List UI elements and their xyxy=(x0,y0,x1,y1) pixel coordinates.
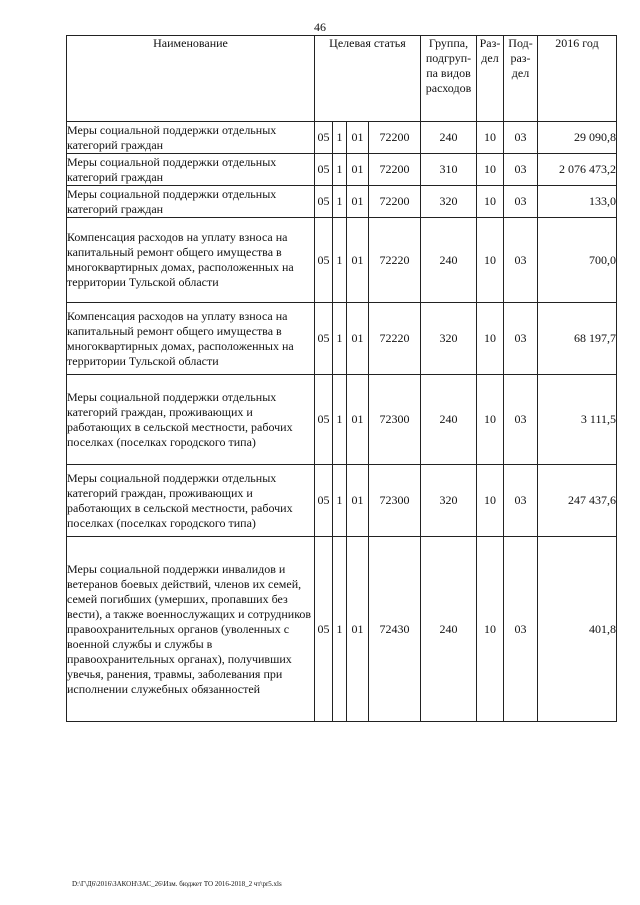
row-expense-group: 320 xyxy=(421,303,477,375)
row-main-activity-code: 01 xyxy=(347,537,369,722)
table-row xyxy=(67,122,617,154)
table-row xyxy=(67,154,617,186)
row-subprogram-code: 1 xyxy=(333,375,347,465)
table-row xyxy=(67,465,617,537)
row-direction-code: 72200 xyxy=(369,154,421,186)
row-program-code: 05 xyxy=(315,186,333,218)
row-amount-2016: 401,8 xyxy=(538,537,617,722)
table-header-row xyxy=(67,36,617,122)
row-direction-code: 72300 xyxy=(369,375,421,465)
row-name: Меры социальной поддержки отдельных категорий граждан, проживающих и работающих в сельской местности, рабочих поселках (поселках городского типа) xyxy=(67,375,315,465)
row-main-activity-code: 01 xyxy=(347,303,369,375)
header-section: Раз-дел xyxy=(477,36,504,122)
row-subsection: 03 xyxy=(504,218,538,303)
row-expense-group: 240 xyxy=(421,122,477,154)
table-row xyxy=(67,375,617,465)
row-amount-2016: 247 437,6 xyxy=(538,465,617,537)
row-main-activity-code: 01 xyxy=(347,465,369,537)
row-main-activity-code: 01 xyxy=(347,375,369,465)
row-main-activity-code: 01 xyxy=(347,154,369,186)
row-amount-2016: 2 076 473,2 xyxy=(538,154,617,186)
row-direction-code: 72200 xyxy=(369,186,421,218)
row-expense-group: 240 xyxy=(421,537,477,722)
row-expense-group: 320 xyxy=(421,465,477,537)
row-direction-code: 72300 xyxy=(369,465,421,537)
row-name: Меры социальной поддержки отдельных категорий граждан, проживающих и работающих в сельской местности, рабочих поселках (поселках городского типа) xyxy=(67,465,315,537)
row-main-activity-code: 01 xyxy=(347,122,369,154)
row-direction-code: 72200 xyxy=(369,122,421,154)
footer-file-path: D:\Г\Д6\2016\ЗАКОН\ЗАС_26\Изм. бюджет ТО 2016-2018_2 чт\pr5.xls xyxy=(72,880,282,888)
header-year: 2016 год xyxy=(538,36,617,122)
header-name: Наименование xyxy=(67,36,315,122)
row-subsection: 03 xyxy=(504,186,538,218)
row-section: 10 xyxy=(477,122,504,154)
row-expense-group: 320 xyxy=(421,186,477,218)
row-section: 10 xyxy=(477,375,504,465)
row-subprogram-code: 1 xyxy=(333,537,347,722)
row-expense-group: 240 xyxy=(421,218,477,303)
row-direction-code: 72430 xyxy=(369,537,421,722)
row-amount-2016: 29 090,8 xyxy=(538,122,617,154)
row-section: 10 xyxy=(477,218,504,303)
row-name: Меры социальной поддержки отдельных категорий граждан xyxy=(67,122,315,154)
row-name: Меры социальной поддержки инвалидов и ветеранов боевых действий, членов их семей, семей погибших (умерших, пропавших без вести), а также военнослужащих и сотрудников правоохранительных органов (уволенных с военной службы и службы в правоохранительных органах), получивших увечья, ранения, травмы, заболевания при исполнении служебных обязанностей xyxy=(67,537,315,722)
row-main-activity-code: 01 xyxy=(347,186,369,218)
budget-table xyxy=(66,35,617,722)
header-group: Группа, подгруп-па видов расходов xyxy=(421,36,477,122)
row-subprogram-code: 1 xyxy=(333,218,347,303)
row-program-code: 05 xyxy=(315,154,333,186)
row-program-code: 05 xyxy=(315,122,333,154)
row-direction-code: 72220 xyxy=(369,303,421,375)
row-subsection: 03 xyxy=(504,122,538,154)
row-name: Компенсация расходов на уплату взноса на капитальный ремонт общего имущества в многоквартирных домах, расположенных на территории Тульской области xyxy=(67,218,315,303)
row-amount-2016: 3 111,5 xyxy=(538,375,617,465)
row-program-code: 05 xyxy=(315,303,333,375)
row-program-code: 05 xyxy=(315,375,333,465)
row-program-code: 05 xyxy=(315,218,333,303)
row-section: 10 xyxy=(477,537,504,722)
header-subsection: Под-раз-дел xyxy=(504,36,538,122)
row-section: 10 xyxy=(477,303,504,375)
row-amount-2016: 700,0 xyxy=(538,218,617,303)
row-name: Меры социальной поддержки отдельных категорий граждан xyxy=(67,186,315,218)
row-program-code: 05 xyxy=(315,465,333,537)
row-name: Компенсация расходов на уплату взноса на капитальный ремонт общего имущества в многоквартирных домах, расположенных на территории Тульской области xyxy=(67,303,315,375)
row-section: 10 xyxy=(477,154,504,186)
row-subsection: 03 xyxy=(504,537,538,722)
row-expense-group: 310 xyxy=(421,154,477,186)
row-subsection: 03 xyxy=(504,303,538,375)
row-program-code: 05 xyxy=(315,537,333,722)
row-expense-group: 240 xyxy=(421,375,477,465)
row-section: 10 xyxy=(477,186,504,218)
table-row xyxy=(67,218,617,303)
row-amount-2016: 68 197,7 xyxy=(538,303,617,375)
table-row xyxy=(67,537,617,722)
row-section: 10 xyxy=(477,465,504,537)
row-subprogram-code: 1 xyxy=(333,122,347,154)
row-subprogram-code: 1 xyxy=(333,465,347,537)
row-subprogram-code: 1 xyxy=(333,303,347,375)
row-subprogram-code: 1 xyxy=(333,186,347,218)
row-direction-code: 72220 xyxy=(369,218,421,303)
page-number: 46 xyxy=(314,20,326,34)
header-target-article: Целевая статья xyxy=(315,36,421,122)
row-subprogram-code: 1 xyxy=(333,154,347,186)
row-subsection: 03 xyxy=(504,154,538,186)
row-subsection: 03 xyxy=(504,465,538,537)
row-subsection: 03 xyxy=(504,375,538,465)
row-amount-2016: 133,0 xyxy=(538,186,617,218)
table-row xyxy=(67,186,617,218)
table-row xyxy=(67,303,617,375)
row-main-activity-code: 01 xyxy=(347,218,369,303)
row-name: Меры социальной поддержки отдельных категорий граждан xyxy=(67,154,315,186)
